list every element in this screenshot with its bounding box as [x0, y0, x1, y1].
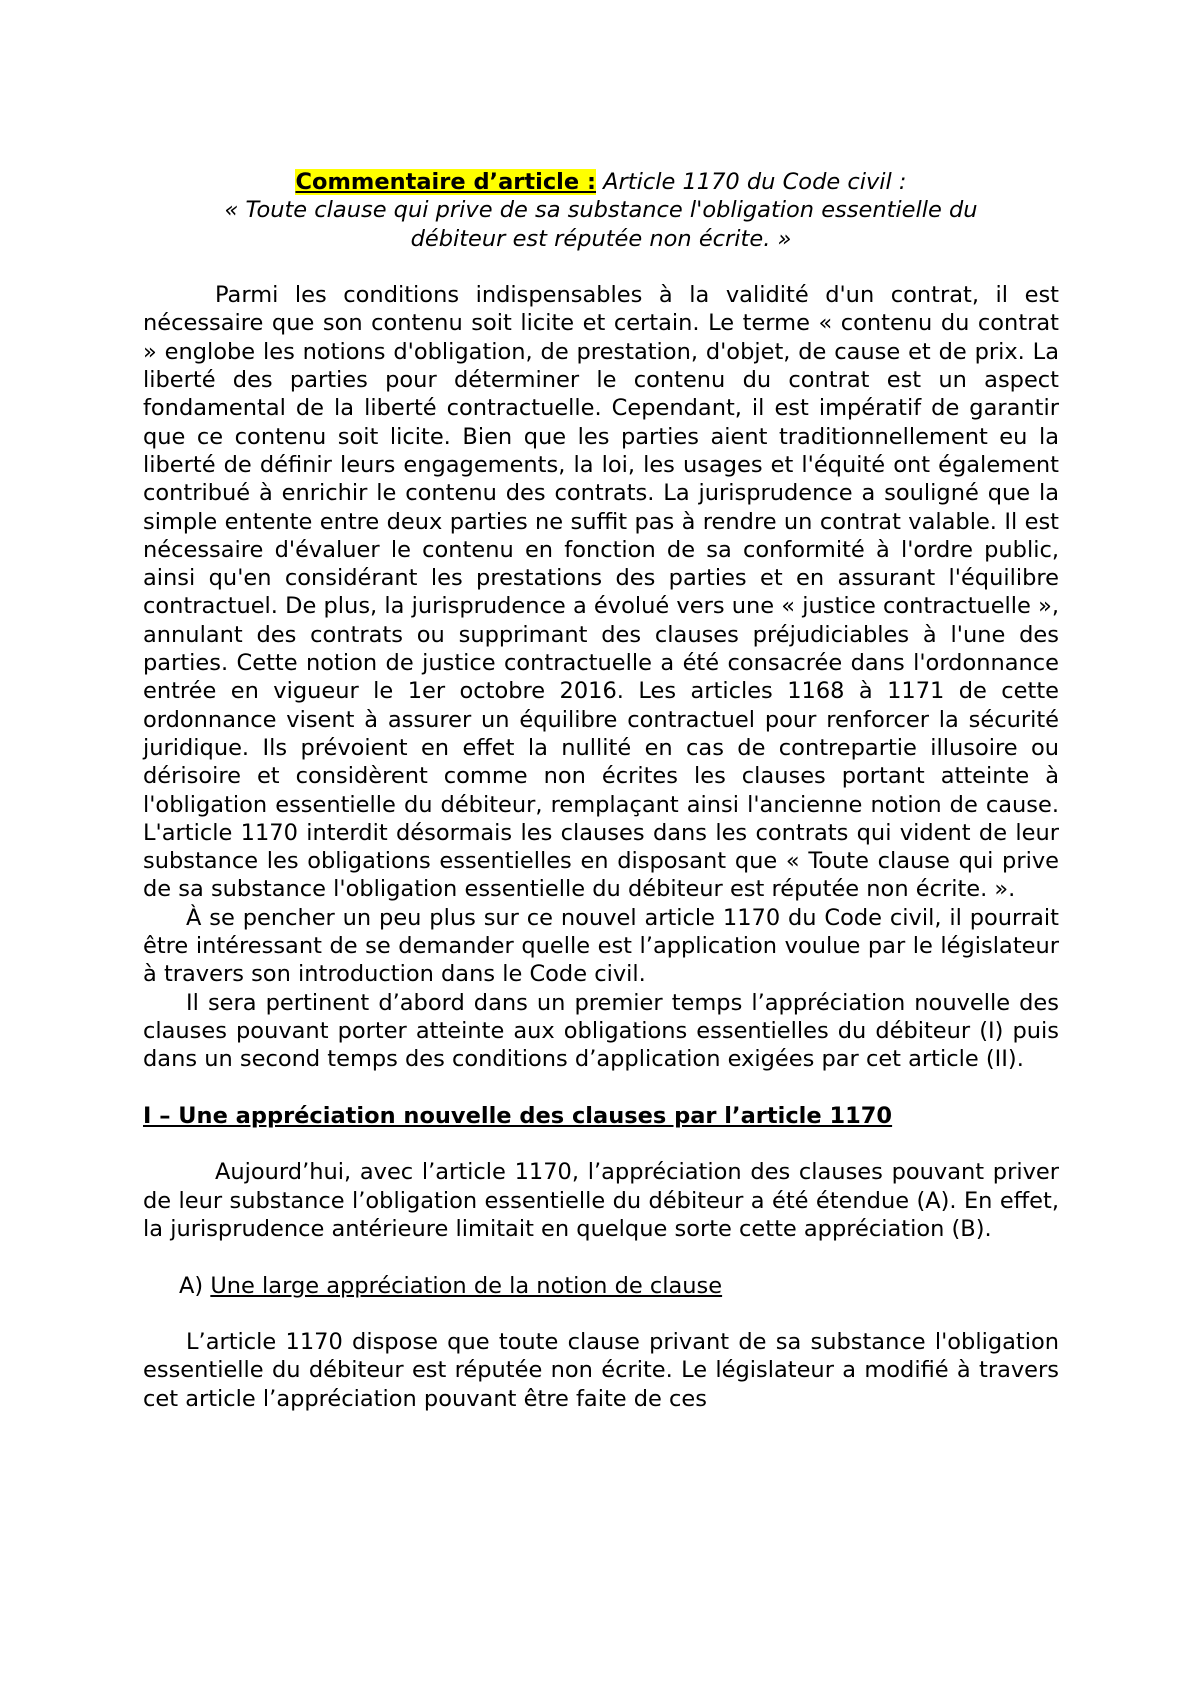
- title-quote-line2: débiteur est réputée non écrite. »: [410, 225, 792, 252]
- subsection-a-heading: [179, 1272, 1059, 1300]
- spacer: [143, 1074, 1059, 1102]
- subsection-a-marker: A): [179, 1272, 211, 1299]
- section-1-heading: I – Une appréciation nouvelle des clauses par l’article 1170: [143, 1102, 893, 1129]
- intro-paragraph-3: Il sera pertinent d’abord dans un premier temps l’appréciation nouvelle des clauses pouvant porter atteinte aux obligations essentielles du débiteur (I) puis dans un second temps des conditions d’application exigées par cet article (II).: [143, 989, 1059, 1073]
- subsection-a-title: Une large appréciation de la notion de clause: [210, 1272, 723, 1299]
- document-title: [143, 168, 1059, 253]
- title-label: Commentaire d’article :: [295, 169, 596, 195]
- subsection-a-paragraph: L’article 1170 dispose que toute clause privant de sa substance l'obligation essentielle du débiteur est réputée non écrite. Le législateur a modifié à travers cet article l’appréciation pouvant être faite de ces: [143, 1329, 1059, 1412]
- intro-paragraph-1: Parmi les conditions indispensables à la validité d'un contrat, il est nécessaire que son contenu soit licite et certain. Le terme « contenu du contrat » englobe les notions d'obligation, de prestation, d'objet, de cause et de prix. La liberté des parties pour déterminer le contenu du contrat est un aspect fondamental de la liberté contractuelle. Cependant, il est impératif de garantir que ce contenu soit licite. Bien que les parties aient traditionnellement eu la liberté de définir leurs engagements, la loi, les usages et l'équité ont également contribué à enrichir le contenu des contrats. La jurisprudence a souligné que la simple entente entre deux parties ne suffit pas à rendre un contrat valable. Il est nécessaire d'évaluer le contenu en fonction de sa conformité à l'ordre public, ainsi qu'en considérant les prestations des parties et en assurant l'équilibre contractuel. De plus, la jurisprudence a évolué vers une « justice contractuelle », annulant des contrats ou supprimant des clauses préjudiciables à l'une des parties. Cette notion de justice contractuelle a été consacrée dans l'ordonnance entrée en vigueur le 1er octobre 2016. Les articles 1168 à 1171 de cette ordonnance visent à assurer un équilibre contractuel pour renforcer la sécurité juridique. Ils prévoient en effet la nullité en cas de contrepartie illusoire ou dérisoire et considèrent comme non écrites les clauses portant atteinte à l'obligation essentielle du débiteur, remplaçant ainsi l'ancienne notion de cause. L'article 1170 interdit désormais les clauses dans les contrats qui vident de leur substance les obligations essentielles en disposant que « Toute clause qui prive de sa substance l'obligation essentielle du débiteur est réputée non écrite. ».: [143, 282, 1059, 903]
- title-quote-line1: « Toute clause qui prive de sa substance l'obligation essentielle du: [224, 197, 978, 224]
- spacer: [143, 1130, 1059, 1158]
- section-1-intro: Aujourd’hui, avec l’article 1170, l’appréciation des clauses pouvant priver de leur substance l’obligation essentielle du débiteur a été étendue (A). En effet, la jurisprudence antérieure limitait en quelque sorte cette appréciation (B).: [143, 1159, 1059, 1242]
- spacer: [143, 1243, 1059, 1271]
- title-article-ref: Article 1170 du Code civil :: [596, 169, 907, 195]
- document-page: [143, 168, 1059, 1413]
- intro-paragraph-2: À se pencher un peu plus sur ce nouvel article 1170 du Code civil, il pourrait être intéressant de se demander quelle est l’application voulue par le législateur à travers son introduction dans le Code civil.: [143, 904, 1059, 988]
- spacer: [143, 253, 1059, 281]
- spacer: [143, 1300, 1059, 1328]
